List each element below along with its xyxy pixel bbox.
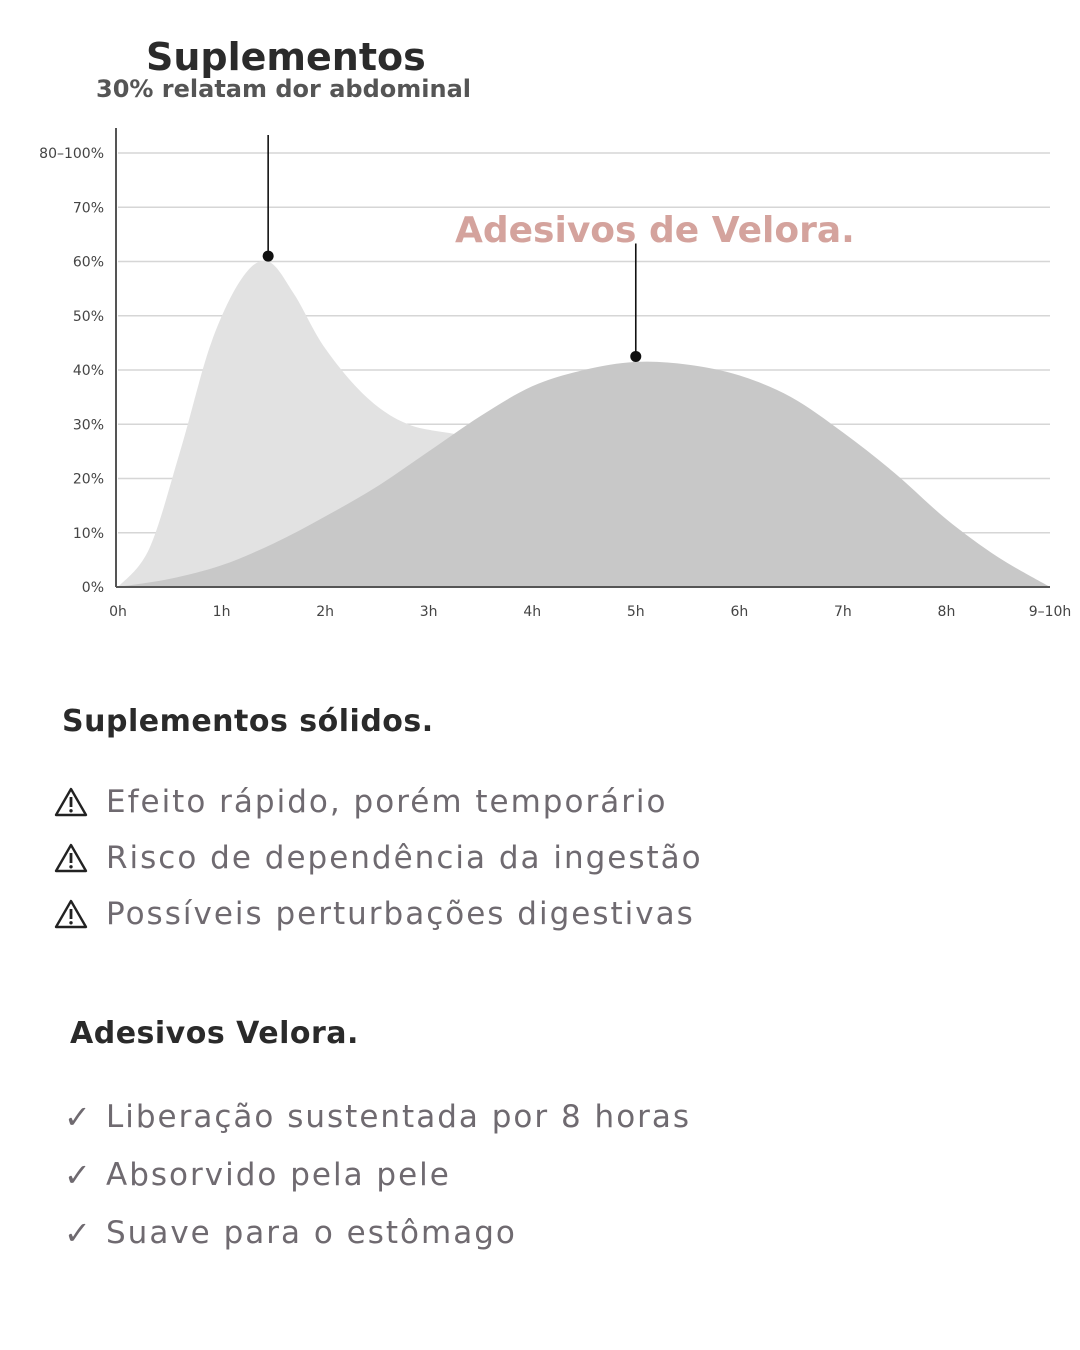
list-item-text: Absorvido pela pele — [106, 1157, 451, 1193]
velora-patches-list — [64, 1088, 691, 1262]
check-icon: ✓ — [64, 1156, 93, 1194]
section-title-velora-patches: Adesivos Velora. — [70, 1016, 359, 1051]
list-item-text: Risco de dependência da ingestão — [106, 840, 703, 876]
y-tick-label: 30% — [72, 417, 104, 434]
x-tick-label: 9–10h — [1028, 604, 1072, 620]
annotation-point-suplementos — [263, 251, 274, 262]
y-tick-label: 20% — [72, 471, 104, 488]
check-icon: ✓ — [64, 1214, 93, 1252]
list-item — [64, 1146, 691, 1204]
annotation-point-velora — [630, 351, 641, 362]
check-icon: ✓ — [64, 1098, 93, 1136]
series-label-velora: Adesivos de Velora. — [455, 210, 855, 251]
y-tick-label: 60% — [72, 254, 104, 271]
x-tick-label: 3h — [419, 604, 438, 620]
chart-title: Suplementos — [146, 35, 426, 79]
list-item-text: Suave para o estômago — [106, 1215, 517, 1251]
x-tick-label: 5h — [626, 604, 645, 620]
warning-icon — [54, 786, 88, 818]
chart-subtitle: 30% relatam dor abdominal — [96, 75, 472, 103]
list-item-text: Liberação sustentada por 8 horas — [106, 1099, 692, 1135]
warning-icon — [54, 842, 88, 874]
list-item — [54, 886, 703, 942]
x-tick-label: 0h — [109, 604, 127, 620]
solid-supplements-list — [54, 774, 703, 942]
list-item — [54, 774, 703, 830]
x-tick-label: 6h — [730, 604, 749, 620]
y-tick-label: 70% — [72, 200, 104, 217]
x-tick-label: 4h — [523, 604, 542, 620]
list-item — [64, 1204, 691, 1262]
y-tick-label: 10% — [72, 525, 104, 542]
list-item — [64, 1088, 691, 1146]
y-tick-label: 40% — [72, 363, 104, 379]
list-item-text: Efeito rápido, porém temporário — [106, 784, 668, 820]
y-tick-label: 80–100% — [39, 146, 104, 162]
y-tick-label: 50% — [72, 308, 104, 325]
y-tick-label: 0% — [81, 580, 104, 596]
list-item-text: Possíveis perturbações digestivas — [106, 896, 695, 932]
area-chart — [0, 0, 1080, 650]
warning-icon — [54, 898, 88, 930]
x-tick-label: 8h — [937, 604, 956, 620]
x-tick-label: 7h — [833, 604, 852, 620]
section-title-solid-supplements: Suplementos sólidos. — [62, 704, 434, 739]
list-item — [54, 830, 703, 886]
x-tick-label: 2h — [316, 604, 335, 620]
x-tick-label: 1h — [212, 604, 231, 620]
